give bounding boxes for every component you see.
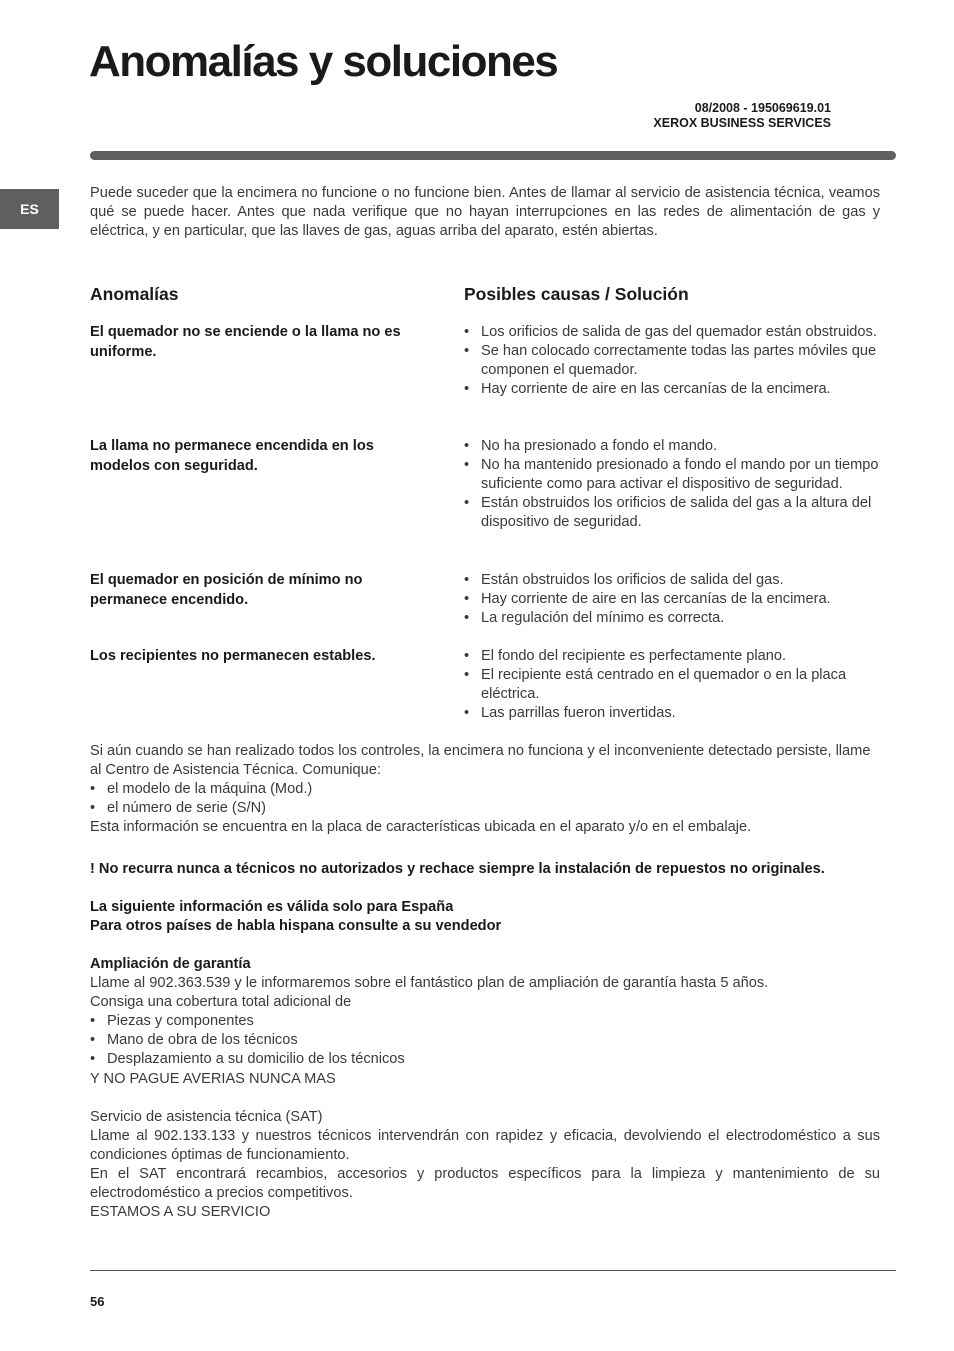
cause-item: • Los orificios de salida de gas del quemador están obstruidos.: [464, 323, 884, 342]
sat-heading: Servicio de asistencia técnica (SAT): [90, 1109, 323, 1125]
doc-ref-line-1: 08/2008 - 195069619.01: [694, 101, 831, 115]
doc-ref-line-2: XEROX BUSINESS SERVICES: [653, 116, 831, 130]
cause-item: • Hay corriente de aire en las cercanías de la encimera.: [464, 590, 884, 609]
warranty-list: [90, 1012, 880, 1069]
anomalies-heading: Anomalías: [90, 284, 179, 304]
sat-line-1: Llame al 902.133.133 y nuestros técnicos intervendrán con rapidez y eficacia, devolviendo el electrodoméstico a sus condiciones óptimas de funcionamiento.: [90, 1128, 880, 1164]
sat-section: [90, 1108, 880, 1223]
warranty-line-2: Consiga una cobertura total adicional de: [90, 994, 352, 1011]
cause-item: • No ha presionado a fondo el mando.: [464, 437, 884, 456]
causes-heading: Posibles causas / Solución: [464, 284, 689, 304]
cause-item: • La regulación del mínimo es correcta.: [464, 609, 884, 628]
warranty-item: • Piezas y componentes: [90, 1012, 880, 1031]
spain-notice-line-2: Para otros países de habla hispana consulte a su vendedor: [90, 918, 502, 935]
warranty-closing: Y NO PAGUE AVERIAS NUNCA MAS: [90, 1070, 336, 1087]
cause-list: [464, 647, 884, 723]
cause-list: [464, 437, 884, 532]
warning-text: ! No recurra nunca a técnicos no autorizados y rechace siempre la instalación de repuestos no originales.: [90, 861, 825, 877]
warranty-item: • Desplazamiento a su domicilio de los técnicos: [90, 1050, 880, 1069]
cause-item: • Están obstruidos los orificios de salida del gas a la altura del dispositivo de seguridad.: [464, 494, 884, 532]
cause-item: • Se han colocado correctamente todas las partes móviles que componen el quemador.: [464, 342, 884, 380]
page-number: 56: [90, 1294, 105, 1309]
after-table-section: [90, 742, 880, 837]
anomaly-text: El quemador no se enciende o la llama no es uniforme.: [90, 324, 401, 360]
cause-list: [464, 571, 884, 628]
cause-item: • Las parrillas fueron invertidas.: [464, 704, 884, 723]
warranty-line-1: Llame al 902.363.539 y le informaremos sobre el fantástico plan de ampliación de garantía hasta 5 años.: [90, 975, 769, 992]
warranty-section: [90, 955, 880, 1089]
document-reference: [653, 101, 831, 131]
contact-service-text: Si aún cuando se han realizado todos los controles, la encimera no funciona y el inconveniente detectado persiste, llame al Centro de Asistencia Técnica. Comunique:: [90, 743, 871, 779]
footer-rule: [90, 1270, 896, 1271]
sat-closing: ESTAMOS A SU SERVICIO: [90, 1204, 271, 1221]
cause-item: • El fondo del recipiente es perfectamente plano.: [464, 647, 884, 666]
header-rule: [90, 151, 896, 160]
cause-list: [464, 323, 884, 399]
warranty-heading: Ampliación de garantía: [90, 956, 251, 972]
cause-item: • Hay corriente de aire en las cercanías de la encimera.: [464, 380, 884, 399]
cause-item: • El recipiente está centrado en el quemador o en la placa eléctrica.: [464, 666, 884, 704]
cause-item: • Están obstruidos los orificios de salida del gas.: [464, 571, 884, 590]
language-tab: ES: [0, 189, 59, 229]
anomaly-text: El quemador en posición de mínimo no permanece encendido.: [90, 572, 363, 608]
warranty-item: • Mano de obra de los técnicos: [90, 1031, 880, 1050]
spain-notice-line-1: La siguiente información es válida solo para España: [90, 899, 454, 915]
intro-paragraph: Puede suceder que la encimera no funcione o no funcione bien. Antes de llamar al servicio de asistencia técnica, veamos qué se puede hacer. Antes que nada verifique que no hayan interrupciones en las redes de alimentación de gas y eléctrica, y en particular, que las llaves de gas, aguas arriba del aparato, estén abiertas.: [90, 185, 880, 240]
info-list: [90, 780, 880, 818]
info-item: • el modelo de la máquina (Mod.): [90, 780, 880, 799]
anomaly-text: Los recipientes no permanecen estables.: [90, 648, 376, 664]
info-item: • el número de serie (S/N): [90, 799, 880, 818]
rating-plate-note: Esta información se encuentra en la placa de características ubicada en el aparato y/o en el embalaje.: [90, 819, 752, 836]
page-title: Anomalías y soluciones: [89, 37, 558, 86]
sat-line-2: En el SAT encontrará recambios, accesorios y productos específicos para la limpieza y mantenimiento de su electrodoméstico a precios competitivos.: [90, 1166, 880, 1202]
anomaly-text: La llama no permanece encendida en los modelos con seguridad.: [90, 438, 374, 474]
cause-item: • No ha mantenido presionado a fondo el mando por un tiempo suficiente como para activar el dispositivo de seguridad.: [464, 456, 884, 494]
spain-notice: [90, 898, 880, 936]
